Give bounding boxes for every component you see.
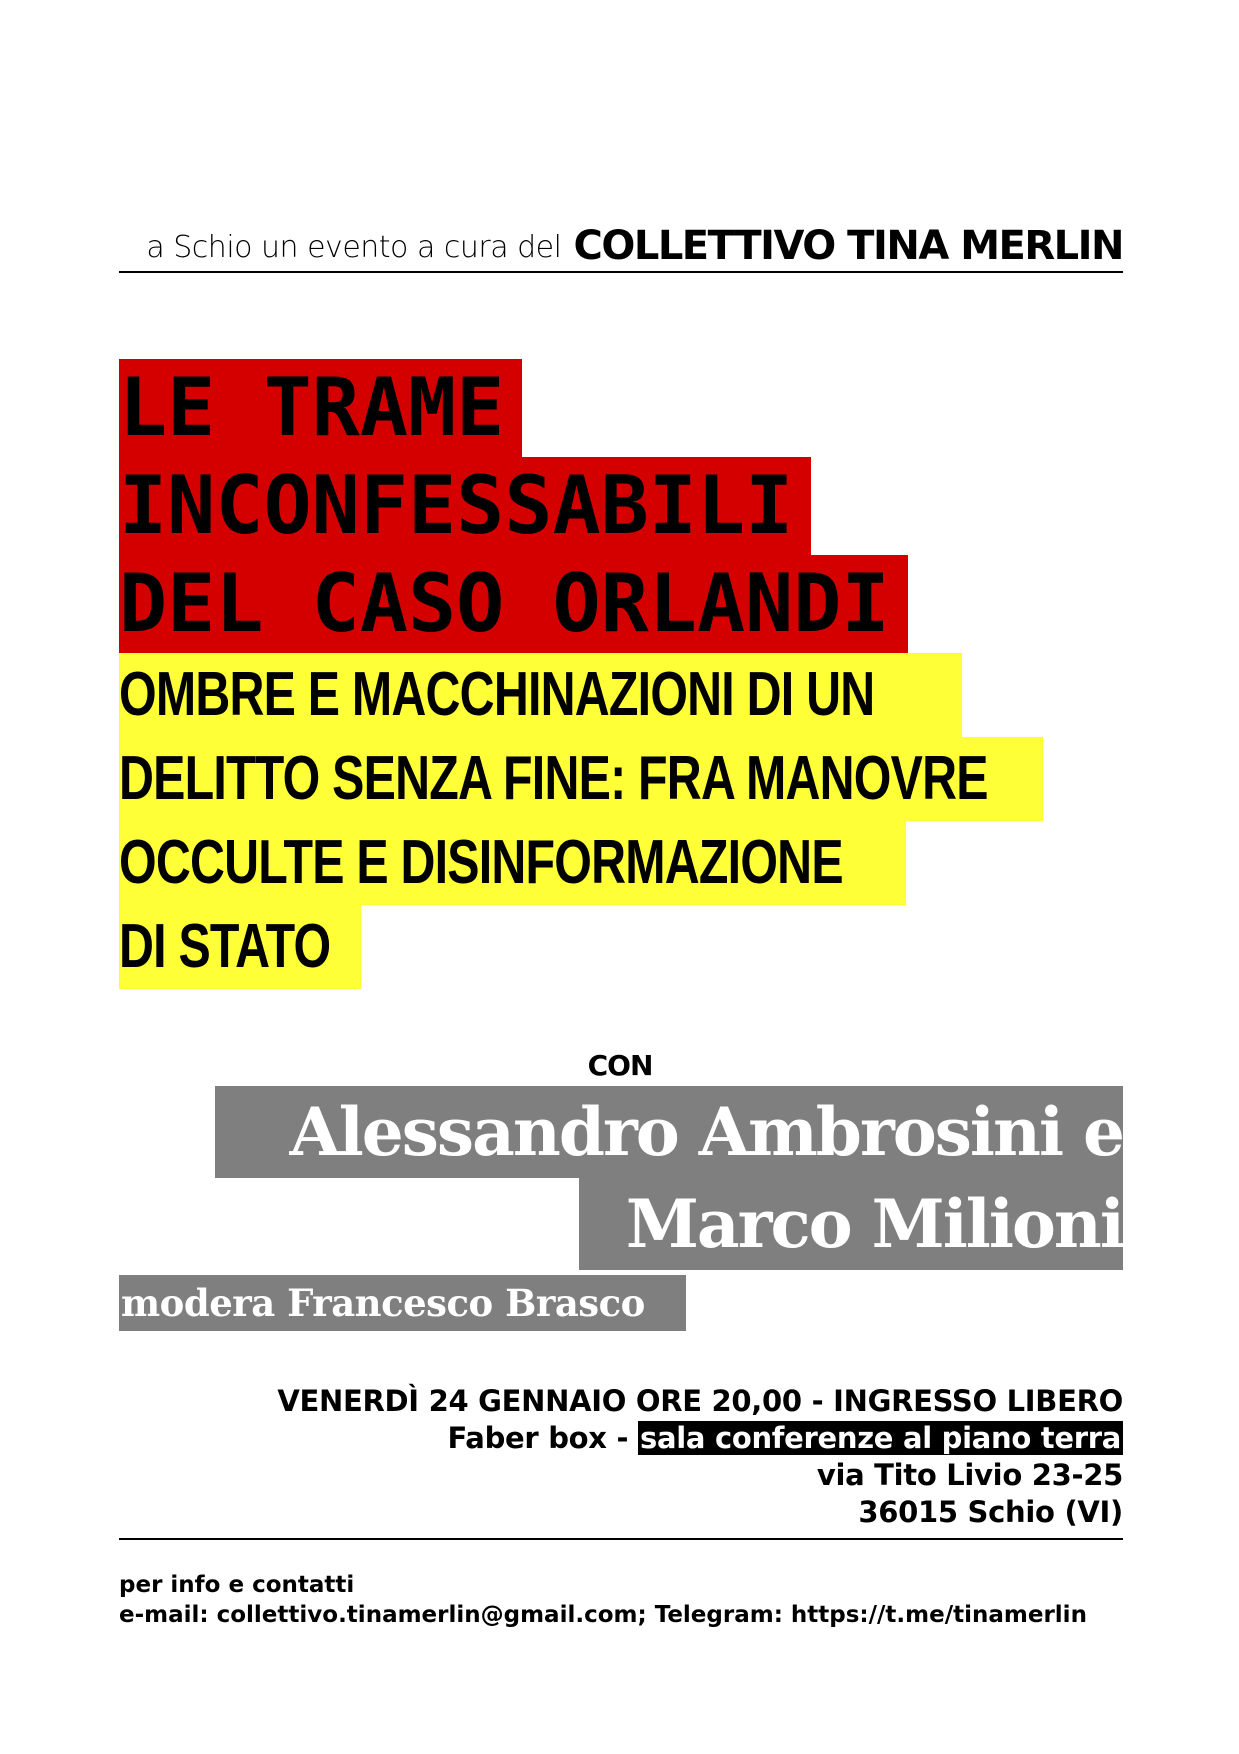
title-line-2: INCONFESSABILI: [119, 457, 811, 555]
subtitle-line-4: [119, 905, 361, 989]
event-header: [119, 210, 1123, 270]
event-city: 36015 Schio (VI): [858, 1495, 1123, 1529]
subtitle-line-1-text: OMBRE E MACCHINAZIONI DI UN: [119, 660, 875, 729]
subtitle-line-1: [119, 653, 962, 737]
subtitle-line-3: [119, 821, 906, 905]
subtitle-line-3-text: OCCULTE E DISINFORMAZIONE: [119, 828, 843, 897]
header-intro: a Schio un evento a cura del: [146, 230, 562, 265]
title-line-1: LE TRAME: [119, 359, 522, 457]
subtitle-line-2: [119, 737, 1043, 821]
speakers-line-1: Alessandro Ambrosini e: [215, 1086, 1123, 1178]
organizer-name: COLLETTIVO TINA MERLIN: [573, 223, 1123, 269]
footer-divider: [119, 1538, 1123, 1540]
event-address: via Tito Livio 23-25: [816, 1458, 1123, 1492]
contacts-label: per info e contatti: [119, 1572, 355, 1598]
venue-room: sala conferenze al piano terra: [640, 1421, 1121, 1455]
speakers-line-2: Marco Milioni: [579, 1178, 1123, 1270]
subtitle-line-4-text: DI STATO: [119, 912, 331, 981]
subtitle-line-2-text: DELITTO SENZA FINE: FRA MANOVRE: [119, 744, 988, 813]
header-divider: [119, 271, 1123, 273]
event-venue: [223, 1420, 1123, 1457]
event-date: VENERDÌ 24 GENNAIO ORE 20,00 - INGRESSO LIBERO: [277, 1384, 1123, 1418]
venue-name: Faber box -: [447, 1421, 629, 1455]
contacts-details: e-mail: collettivo.tinamerlin@gmail.com; Telegram: https://t.me/tinamerlin: [119, 1602, 1087, 1628]
title-line-3: DEL CASO ORLANDI: [119, 555, 908, 653]
moderator: modera Francesco Brasco: [119, 1275, 686, 1331]
with-label: CON: [587, 1049, 653, 1082]
